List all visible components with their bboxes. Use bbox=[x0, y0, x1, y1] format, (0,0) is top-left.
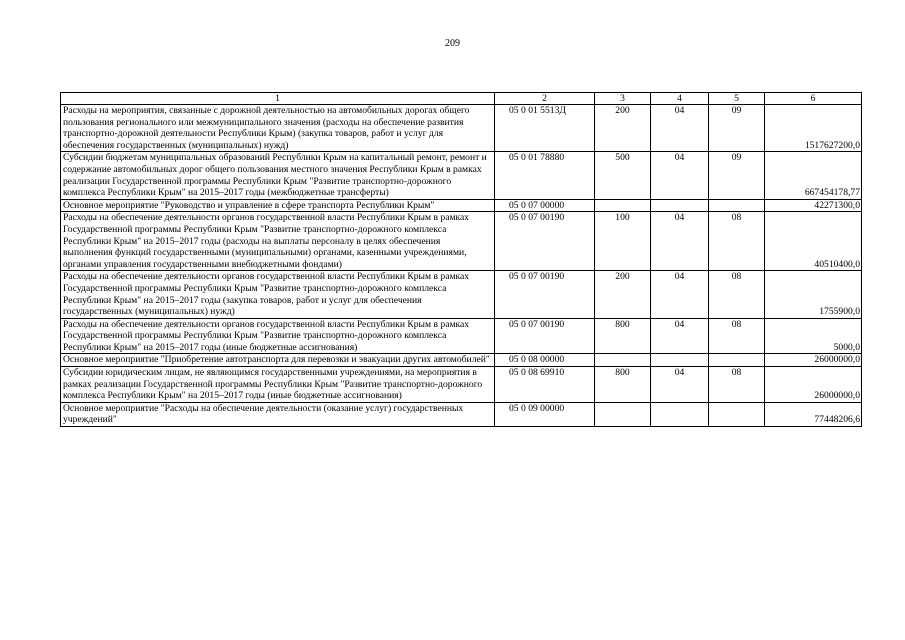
row-target-code: 05 0 07 00000 bbox=[495, 199, 595, 212]
row-expense-type: 800 bbox=[595, 367, 651, 403]
table-row bbox=[61, 271, 862, 318]
row-expense-type: 800 bbox=[595, 318, 651, 354]
row-section bbox=[651, 354, 709, 367]
row-target-code: 05 0 07 00190 bbox=[495, 271, 595, 318]
header-col-1: 1 bbox=[61, 93, 495, 105]
row-expense-type: 100 bbox=[595, 212, 651, 271]
row-expense-type: 200 bbox=[595, 271, 651, 318]
row-expense-type: 500 bbox=[595, 152, 651, 199]
row-description: Основное мероприятие "Руководство и управление в сфере транспорта Республики Крым" bbox=[61, 199, 495, 212]
row-subsection: 08 bbox=[709, 318, 765, 354]
row-description: Основное мероприятие "Приобретение автотранспорта для перевозки и эвакуации других автомобилей" bbox=[61, 354, 495, 367]
row-subsection: 08 bbox=[709, 367, 765, 403]
row-target-code: 05 0 01 5513Д bbox=[495, 105, 595, 152]
table-row bbox=[61, 402, 862, 426]
row-target-code: 05 0 09 00000 bbox=[495, 402, 595, 426]
table-row bbox=[61, 105, 862, 152]
table-row bbox=[61, 367, 862, 403]
row-description: Субсидии бюджетам муниципальных образований Республики Крым на капитальный ремонт, ремонт и содержание автомобильных дорог общего пользования местного значения Республики Крым в рамках реализации Государственной программы Республики Крым "Развитие транспортно-дорожного комплекса Республики Крым" на 2015–2017 годы (межбюджетные трансферты) bbox=[61, 152, 495, 199]
row-subsection: 09 bbox=[709, 152, 765, 199]
row-amount: 40510400,0 bbox=[765, 212, 862, 271]
page-number: 209 bbox=[445, 38, 460, 49]
row-target-code: 05 0 01 78880 bbox=[495, 152, 595, 199]
table-row bbox=[61, 354, 862, 367]
row-amount: 1755900,0 bbox=[765, 271, 862, 318]
table-row bbox=[61, 318, 862, 354]
row-amount: 26000000,0 bbox=[765, 367, 862, 403]
row-amount: 42271300,0 bbox=[765, 199, 862, 212]
row-subsection: 09 bbox=[709, 105, 765, 152]
row-subsection: 08 bbox=[709, 271, 765, 318]
row-description: Основное мероприятие "Расходы на обеспечение деятельности (оказание услуг) государственных учреждений" bbox=[61, 402, 495, 426]
row-target-code: 05 0 07 00190 bbox=[495, 212, 595, 271]
row-expense-type bbox=[595, 402, 651, 426]
row-description: Расходы на обеспечение деятельности органов государственной власти Республики Крым в рамках Государственной программы Республики Крым "Развитие транспортно-дорожного комплекса Республики Крым" на 2015–2017 годы (расходы на выплаты персоналу в целях обеспечения выполнения функций государственными (муниципальными) органами, казенными учреждениями, органами управления государственными внебюджетными фондами) bbox=[61, 212, 495, 271]
row-section bbox=[651, 402, 709, 426]
row-target-code: 05 0 08 69910 bbox=[495, 367, 595, 403]
row-section: 04 bbox=[651, 367, 709, 403]
row-description: Расходы на обеспечение деятельности органов государственной власти Республики Крым в рамках Государственной программы Республики Крым "Развитие транспортно-дорожного комплекса Республики Крым" на 2015–2017 годы (закупка товаров, работ и услуг для обеспечения государственных (муниципальных) нужд) bbox=[61, 271, 495, 318]
row-amount: 5000,0 bbox=[765, 318, 862, 354]
row-section bbox=[651, 199, 709, 212]
row-subsection bbox=[709, 354, 765, 367]
row-section: 04 bbox=[651, 271, 709, 318]
row-description: Субсидии юридическим лицам, не являющимся государственными учреждениями, на мероприятия в рамках реализации Государственной программы Республики Крым "Развитие транспортно-дорожного комплекса Республики Крым" на 2015–2017 годы (иные бюджетные ассигнования) bbox=[61, 367, 495, 403]
row-section: 04 bbox=[651, 152, 709, 199]
row-description: Расходы на обеспечение деятельности органов государственной власти Республики Крым в рамках Государственной программы Республики Крым "Развитие транспортно-дорожного комплекса Республики Крым" на 2015–2017 годы (иные бюджетные ассигнования) bbox=[61, 318, 495, 354]
header-col-5: 5 bbox=[709, 93, 765, 105]
row-description: Расходы на мероприятия, связанные с дорожной деятельностью на автомобильных дорогах общего пользования регионального или межмуниципального значения (расходы на обеспечение развития транспортно-дорожной деятельности Республики Крым) (закупка товаров, работ и услуг для обеспечения государственных (муниципальных) нужд) bbox=[61, 105, 495, 152]
row-subsection bbox=[709, 402, 765, 426]
table-header-row bbox=[61, 93, 862, 105]
header-col-3: 3 bbox=[595, 93, 651, 105]
row-expense-type: 200 bbox=[595, 105, 651, 152]
row-amount: 26000000,0 bbox=[765, 354, 862, 367]
row-section: 04 bbox=[651, 105, 709, 152]
row-subsection: 08 bbox=[709, 212, 765, 271]
row-section: 04 bbox=[651, 212, 709, 271]
row-target-code: 05 0 07 00190 bbox=[495, 318, 595, 354]
row-section: 04 bbox=[651, 318, 709, 354]
row-amount: 667454178,77 bbox=[765, 152, 862, 199]
row-target-code: 05 0 08 00000 bbox=[495, 354, 595, 367]
header-col-4: 4 bbox=[651, 93, 709, 105]
table-row bbox=[61, 152, 862, 199]
row-expense-type bbox=[595, 354, 651, 367]
header-col-6: 6 bbox=[765, 93, 862, 105]
header-col-2: 2 bbox=[495, 93, 595, 105]
row-subsection bbox=[709, 199, 765, 212]
budget-table bbox=[60, 92, 862, 427]
row-amount: 77448206,6 bbox=[765, 402, 862, 426]
row-expense-type bbox=[595, 199, 651, 212]
row-amount: 1517627200,0 bbox=[765, 105, 862, 152]
table-row bbox=[61, 212, 862, 271]
table-row bbox=[61, 199, 862, 212]
